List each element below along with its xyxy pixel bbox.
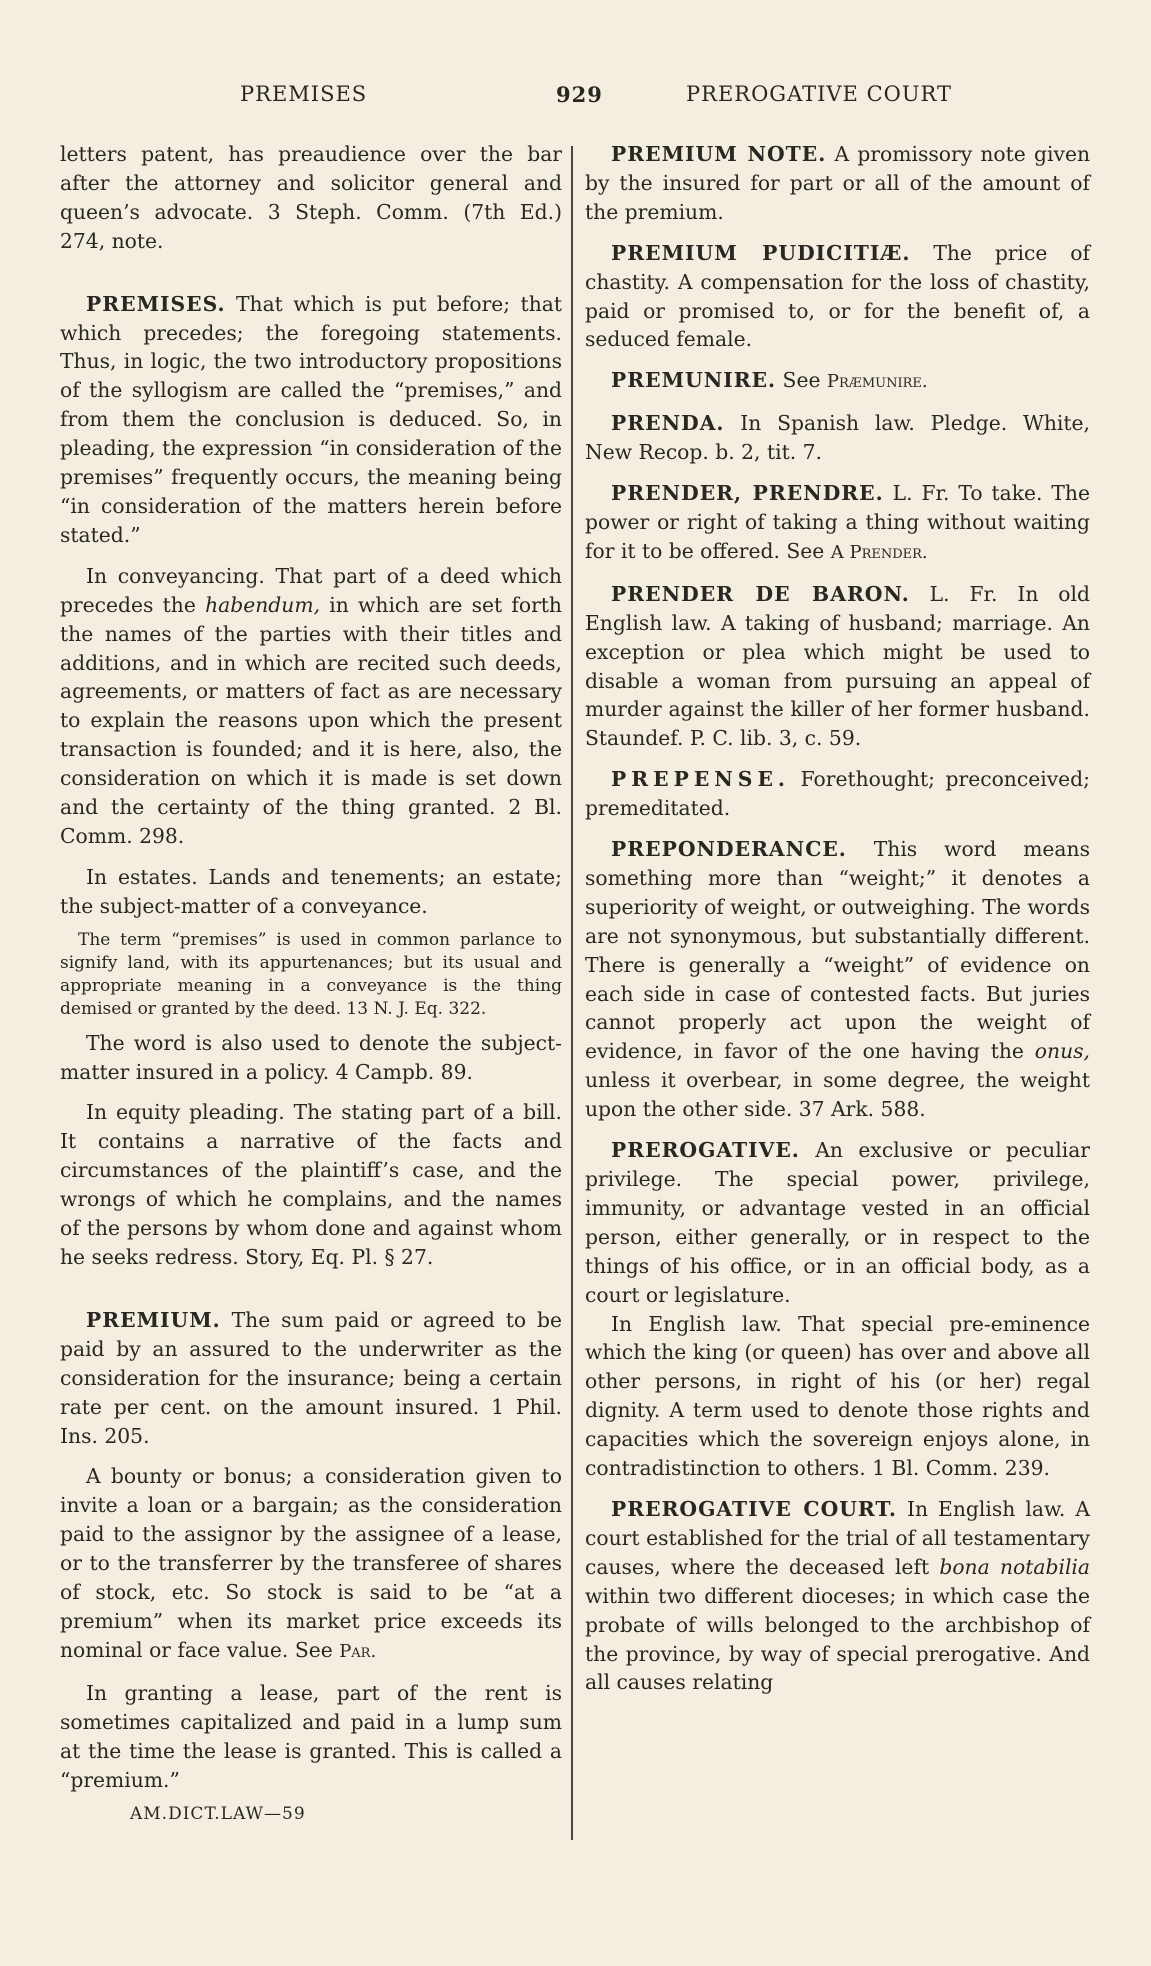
case-note: The term “premises” is used in common parlance to signify land, with its appurtenances; but its usual and appropriate meaning in a conveyance is the thing demised or granted by the deed. 13 N. J. Eq. 322. [60,929,562,1019]
header-right-term: PREROGATIVE COURT [686,82,952,106]
entry-definition: An exclusive or peculiar privilege. The special power, privilege, immunity, or advantage vested in an official person, either generally, or in respect to the things of his office, or in an official body, as a court or legislature. [585,1138,1090,1307]
entry-preponderance [585,835,1090,1124]
right-column [585,140,1090,1697]
entry-prerogative [585,1136,1090,1309]
text-fragment: unless it overbear, in some degree, the weight upon the other side. 37 Ark. 588. [585,1068,1090,1122]
cross-reference: Præmunire. [826,371,928,393]
entry-definition: L. Fr. To take. The power or right of taking a thing without waiting for it to be offered. See [585,481,1090,563]
entry-term: PREROGATIVE COURT. [611,1496,897,1521]
subsense-bounty [60,1462,562,1666]
entry-premises [60,290,562,550]
entry-definition: In Spanish law. Pledge. White, New Recop. b. 2, tit. 7. [585,411,1090,465]
entry-term: PREPENSE. [611,767,790,792]
entry-definition: The sum paid or agreed to be paid by an assured to the underwriter as the consideration for the insurance; being a certain rate per cent. on the amount insured. 1 Phil. Ins. 205. [60,1307,562,1448]
entry-prender [585,479,1090,568]
page-number: 929 [556,82,603,107]
text-fragment: This word means something more than “weight;” it denotes a superiority of weight, or outweighing. The words are not synonymous, but substantially different. There is generally a “weight” of evidence on each side in case of contested facts. But juries cannot properly act upon the weight of evidence, in favor of the one having the [585,837,1090,1064]
header-left-term: PREMISES [240,82,368,106]
text-fragment: A bounty or bonus; a consideration given to invite a loan or a bargain; as the consideration paid to the assignor by the assignee of a lease, or to the transferrer by the transferee of shares of stock, etc. So stock is said to be “at a premium” when its market price exceeds its nominal or face value. See [60,1464,562,1662]
left-column [60,140,562,1829]
entry-prender-de-baron [585,580,1090,753]
entry-definition: The price of chastity. A compensation for the loss of chastity, paid or promised to, or for the benefit of, a seduced female. [585,240,1090,352]
cross-reference: A Prender. [830,541,928,563]
subsense-lease: In granting a lease, part of the rent is sometimes capitalized and paid in a lump sum at the time the lease is granted. This is called a “premium.” [60,1680,562,1792]
entry-term: PREMIUM NOTE. [611,142,827,166]
running-header [0,82,1151,112]
entry-definition: That which is put before; that which precedes; the foregoing statements. Thus, in logic, the two introductory propositions of the syllogism are called the “premises,” and from them the conclusion is deduced. So, in pleading, the expression “in consideration of the premises” frequently occurs, the meaning being “in consideration of the matters herein before stated.” [60,291,562,547]
entry-term: PREMIUM PUDICITIÆ. [611,240,911,265]
entry-premium-pudicitiae [585,239,1090,355]
entry-definition: See [776,368,827,393]
text-fragment: In conveyancing. That part of a deed which precedes the [60,563,562,617]
entry-term: PREMUNIRE. [611,368,777,393]
signature-mark: AM.DICT.LAW—59 [130,1804,306,1825]
entry-definition: A promissory note given by the insured for part or all of the amount of the premium. [585,142,1091,224]
entry-prepense [585,765,1090,823]
text-fragment: within two different dioceses; in which case the probate of wills belonged to the archbishop of the province, by way of special prerogative. And all causes relating [585,1583,1090,1695]
entry-term: PREMIUM. [86,1307,221,1332]
italic-term: habendum, [205,592,321,617]
column-divider [571,146,573,1840]
entry-premium [60,1306,562,1451]
entry-term: PRENDER DE BARON. [611,581,910,606]
subsense-equity: In equity pleading. The stating part of a bill. It contains a narrative of the facts and circumstances of the plaintiff’s case, and the wrongs of which he complains, and the names of the persons by whom done and against whom he seeks redress. Story, Eq. Pl. § 27. [60,1100,562,1269]
subsense-english-law: In English law. That special pre-eminence which the king (or queen) has over and above all other persons, in right of his (or her) regal dignity. A term used to denote those rights and capacities which the sovereign enjoys alone, in contradistinction to others. 1 Bl. Comm. 239. [585,1311,1090,1481]
entry-definition: Forethought; preconceived; premeditated. [585,767,1090,821]
entry-definition: L. Fr. In old English law. A taking of husband; marriage. An exception or plea which might be used to disable a woman from pursuing an appeal of murder against the killer of her former husband. Staundef. P. C. lib. 3, c. 59. [585,581,1090,751]
text-fragment: In English law. A court established for the trial of all testamentary causes, where the deceased left [585,1496,1090,1579]
entry-premunire [585,366,1090,397]
entry-term: PRENDER, PRENDRE. [611,481,884,506]
cross-reference: Par. [339,1640,377,1662]
entry-term: PREPONDERANCE. [611,837,847,862]
italic-term: bona notabilia [939,1554,1091,1579]
entry-term: PREMISES. [86,291,226,316]
text-fragment: in which are set forth the names of the parties with their titles and additions, and in which are recited such deeds, agreements, or matters of fact as are necessary to explain the reasons upon which the present transaction is founded; and it is here, also, the consideration on which it is made is set down and the certainty of the thing granted. 2 Bl. Comm. 298. [60,592,562,848]
entry-term: PREROGATIVE. [611,1138,800,1163]
continuation-paragraph: letters patent, has preaudience over the bar after the attorney and solicitor general and queen’s advocate. 3 Steph. Comm. (7th Ed.) 274, note. [60,142,562,253]
italic-term: onus, [1034,1039,1090,1064]
entry-prenda [585,409,1090,467]
entry-term: PRENDA. [611,411,725,436]
subsense-conveyancing [60,562,562,851]
entry-prerogative-court [585,1495,1090,1697]
subsense-estates: In estates. Lands and tenements; an estate; the subject-matter of a conveyance. [60,864,562,918]
entry-premium-note [585,140,1090,227]
subsense-policy: The word is also used to denote the subject-matter insured in a policy. 4 Campb. 89. [60,1030,562,1084]
